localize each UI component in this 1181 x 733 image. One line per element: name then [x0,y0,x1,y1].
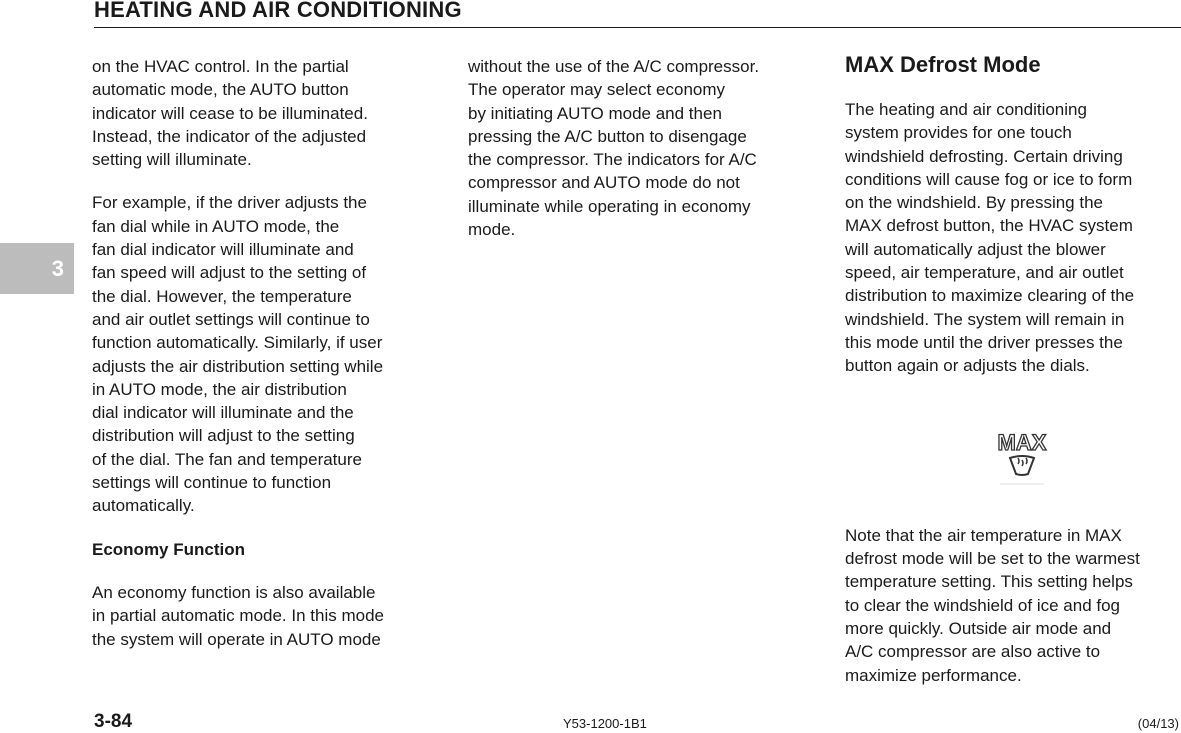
text-line: The operator may select economy [468,80,726,100]
text-line: on the HVAC control. In the partial [92,57,349,76]
text-line: Instead, the indicator of the adjusted [92,126,367,146]
text-line: A/C compressor are also active to [845,642,1101,662]
paragraph [92,55,442,171]
text-line: temperature setting. This setting helps [845,572,1133,592]
text-line: illuminate while operating in economy [468,196,751,216]
text-line: automatically. [92,496,195,516]
text-line: An economy function is also available [92,582,376,602]
text-line: will automatically adjust the blower [845,239,1106,259]
document-code: Y53-1200-1B1 [563,716,647,731]
text-line: fan dial while in AUTO mode, the [92,216,340,236]
text-line: function automatically. Similarly, if user [92,333,383,353]
section-title: MAX Defrost Mode [845,52,1041,77]
paragraph [468,55,818,241]
economy-function-heading: Economy Function [92,539,245,559]
text-line: by initiating AUTO mode and then [468,103,722,123]
text-line: windshield. The system will remain in [845,309,1125,329]
text-line: system provides for one touch [845,123,1072,143]
text-line: mode. [468,220,516,240]
text-line: The heating and air conditioning [845,100,1087,119]
text-line: MAX defrost button, the HVAC system [845,216,1133,236]
revision-date: (04/13) [1137,716,1179,731]
max-defrost-icon [982,420,1062,490]
text-line: the compressor. The indicators for A/C [468,150,757,170]
paragraph [92,581,442,651]
text-line: distribution will adjust to the setting [92,426,355,446]
paragraph [845,98,1181,378]
text-line: and air outlet settings will continue to [92,309,370,329]
text-line: maximize performance. [845,665,1022,685]
column-3 [845,51,1181,707]
text-line: button again or adjusts the dials. [845,356,1090,376]
text-line: speed, air temperature, and air outlet [845,263,1124,283]
text-line: distribution to maximize clearing of the [845,286,1135,306]
text-line: more quickly. Outside air mode and [845,619,1112,639]
text-line: on the windshield. By pressing the [845,193,1103,213]
text-line: setting will illuminate. [92,150,252,170]
chapter-tab [0,243,74,294]
text-line: without the use of the A/C compressor. [468,57,760,76]
text-line: of the dial. The fan and temperature [92,449,362,469]
page-number: 3-84 [94,711,133,732]
max-icon-label: MAX [997,429,1047,455]
chapter-number: 3 [51,255,64,281]
text-line: this mode until the driver presses the [845,332,1123,352]
paragraph [845,524,1181,687]
text-line: in partial automatic mode. In this mode [92,606,384,626]
text-line: fan dial indicator will illuminate and [92,240,354,260]
paragraph [92,191,442,517]
text-line: Note that the air temperature in MAX [845,525,1122,545]
text-line: For example, if the driver adjusts the [92,193,367,213]
page-header-title: HEATING AND AIR CONDITIONING [94,0,462,22]
text-line: pressing the A/C button to disengage [468,126,747,146]
text-line: windshield defrosting. Certain driving [845,146,1123,166]
text-line: automatic mode, the AUTO button [92,80,349,100]
text-line: adjusts the air distribution setting while [92,356,384,376]
text-line: the dial. However, the temperature [92,286,352,306]
text-line: the system will operate in AUTO mode [92,629,381,649]
header-rule [94,27,1181,28]
text-line: conditions will cause fog or ice to form [845,169,1133,189]
column-2 [468,55,818,261]
text-line: settings will continue to function [92,473,332,493]
text-line: fan speed will adjust to the setting of [92,263,367,283]
text-line: in AUTO mode, the air distribution [92,379,347,399]
text-line: defrost mode will be set to the warmest [845,549,1140,569]
text-line: indicator will cease to be illuminated. [92,103,368,123]
column-1 [92,55,442,671]
text-line: compressor and AUTO mode do not [468,173,740,193]
text-line: to clear the windshield of ice and fog [845,595,1121,615]
text-line: dial indicator will illuminate and the [92,403,354,423]
